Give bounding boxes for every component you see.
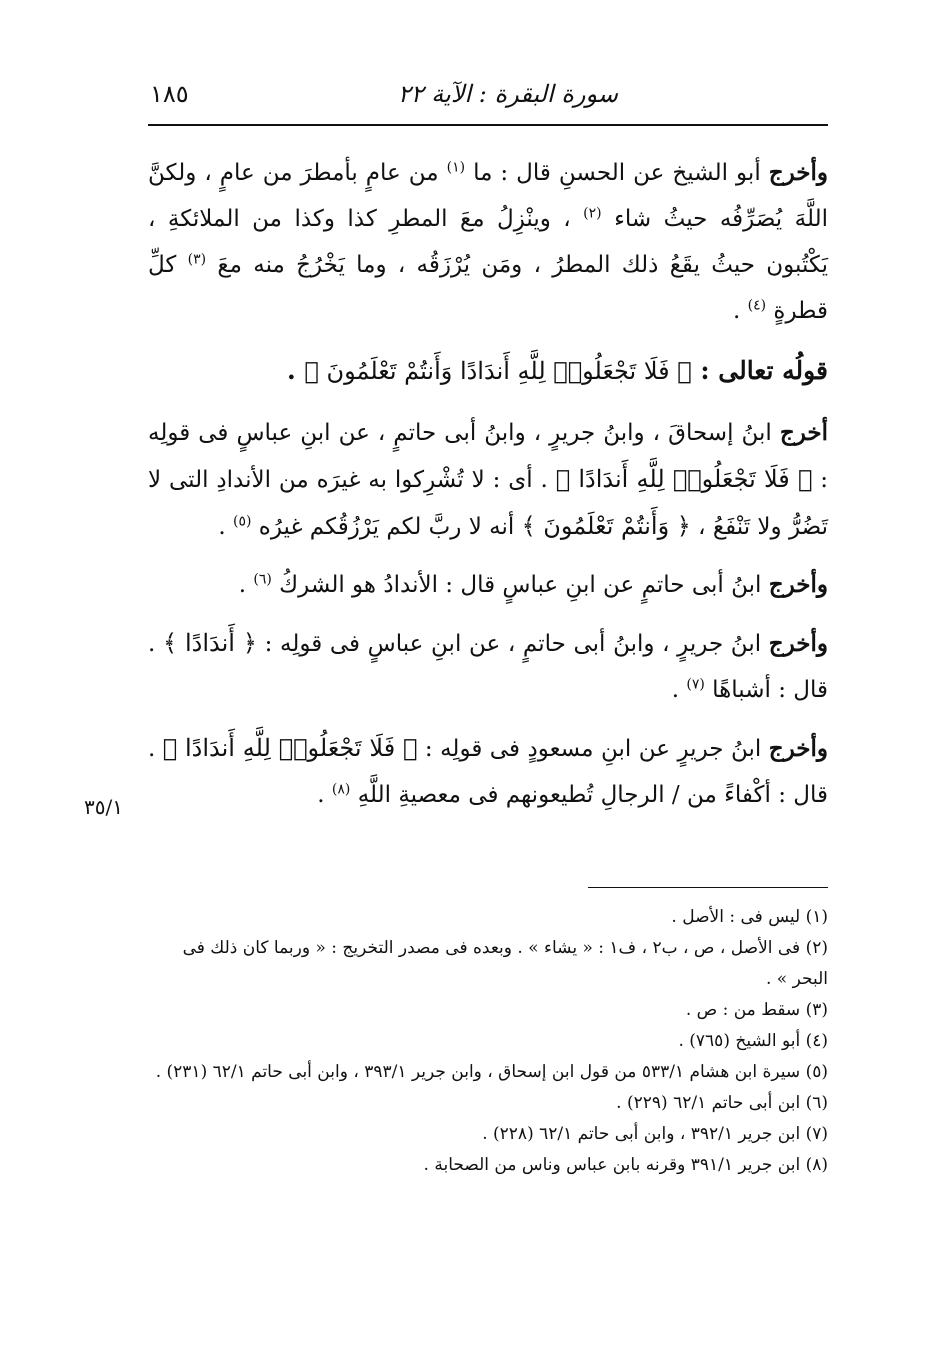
paragraph-text: .: [732, 298, 741, 324]
paragraph-2: [148, 410, 828, 550]
paragraph-text: .: [671, 677, 680, 703]
footnote-separator: [588, 887, 828, 888]
footnote: (٤) أبو الشيخ (٧٦٥) .: [678, 1031, 828, 1051]
footnote-marker: (٣): [187, 251, 207, 268]
quran-verse: ﴿ فَلَا تَجْعَلُوا۟ لِلَّهِ أَندَادًا ﴾: [555, 465, 813, 493]
paragraph-3: [148, 562, 828, 608]
paragraph-lead: أخرج: [779, 419, 829, 446]
margin-reference: ٣٥/١: [84, 795, 123, 819]
paragraph-text: من عامٍ بأمطرَ من عامٍ ، ولكنَّ اللَّهَ يُصَرِّفُه حيثُ شاء: [148, 160, 828, 232]
paragraph-text: ابنُ جريرٍ عن ابنِ مسعودٍ فى قولِه :: [424, 736, 762, 762]
paragraph-lead: وأخرج: [768, 571, 828, 598]
footnote-marker: (١): [446, 159, 466, 176]
paragraph-1: [148, 150, 828, 334]
paragraph-5: [148, 725, 828, 818]
heading-lead: قولُه تعالى :: [700, 356, 828, 385]
footnote: (٦) ابن أبى حاتم ٦٢/١ (٢٢٩) .: [616, 1093, 828, 1113]
paragraph-text: ابنُ جريرٍ ، وابنُ أبى حاتمٍ ، عن ابنِ عباسٍ فى قولِه :: [264, 631, 762, 657]
footnote: (٧) ابن جرير ٣٩٢/١ ، وابن أبى حاتم ٦٢/١ (٢٢٨) .: [482, 1124, 828, 1144]
paragraph-text: ابنُ أبى حاتمٍ عن ابنِ عباسٍ قال : الأندادُ هو الشركُ: [279, 572, 762, 598]
paragraph-lead: وأخرج: [768, 159, 828, 186]
paragraph-text: .: [238, 572, 247, 598]
quran-verse: ﴿ فَلَا تَجْعَلُوا۟ لِلَّهِ أَندَادًا ﴾: [162, 734, 418, 762]
footnote-marker: (٥): [233, 513, 252, 530]
footnote-marker: (٧): [686, 676, 705, 693]
paragraph-lead: وأخرج: [768, 630, 829, 657]
footnotes: [148, 902, 828, 1181]
paragraph-text: ابنُ إسحاقَ ، وابنُ جريرٍ ، وابنُ أبى حاتمٍ ، عن ابنِ عباسٍ فى قولِه :: [148, 420, 829, 493]
paragraph-text: . قال : أشباهًا: [148, 631, 828, 703]
heading-end: .: [286, 356, 296, 385]
paragraph-text: . أى : لا تُشْرِكوا به غيرَه من الأندادِ التى لا تَضُرُّ ولا تَنْفَعُ ،: [148, 467, 828, 540]
page-header: [148, 78, 828, 118]
footnote-marker: (٨): [331, 781, 351, 798]
quran-verse: ﴿ وَأَنتُمْ تَعْلَمُونَ ﴾: [521, 512, 691, 540]
paragraph-text: . قال : أكْفاءً من / الرجالِ تُطيعونهم فى معصيةِ اللَّهِ: [148, 736, 828, 808]
footnote-marker: (٦): [253, 571, 272, 588]
footnote: (٨) ابن جرير ٣٩١/١ وقرنه بابن عباس وناس من الصحابة .: [423, 1155, 828, 1175]
running-title: سورة البقرة : الآية ٢٢: [397, 80, 618, 108]
footnote: (٢) فى الأصل ، ص ، ب٢ ، ف١ : « يشاء » . وبعده فى مصدر التخريج : « وربما كان ذلك فى البحر » .: [182, 938, 828, 989]
quran-verse: ﴿ أَندَادًا ﴾: [162, 629, 257, 657]
footnote-marker: (٢): [583, 205, 602, 222]
header-rule: [148, 124, 828, 126]
paragraph-text: كلِّ قطرةٍ: [148, 252, 828, 324]
footnote-marker: (٤): [747, 297, 767, 314]
footnote: (٥) سيرة ابن هشام ٥٣٣/١ من قول ابن إسحاق ، وابن جرير ٣٩٣/١ ، وابن أبى حاتم ٦٢/١ (٢٣١) .: [155, 1062, 828, 1082]
page-number: ١٨٥: [150, 80, 189, 108]
quran-verse: ﴿ فَلَا تَجْعَلُوا۟ لِلَّهِ أَندَادًا وَأَنتُمْ تَعْلَمُونَ ﴾: [304, 357, 692, 385]
verse-heading: [148, 348, 828, 394]
paragraph-text: .: [317, 782, 325, 808]
footnote: (١) ليس فى : الأصل .: [671, 907, 828, 927]
paragraph-text: أبو الشيخ عن الحسنِ قال : ما: [473, 160, 761, 186]
paragraph-text: ، وينْزِلُ معَ المطرِ كذا وكذا من الملائكةِ ، يَكْتُبون حيثُ يقَعُ ذلك المطرُ ، ومَن يُرْزَقُه ، وما يَخْرُجُ منه معَ: [148, 206, 829, 278]
paragraph-lead: وأخرج: [768, 735, 829, 762]
main-text: [148, 150, 828, 830]
footnote: (٣) سقط من : ص .: [685, 1000, 828, 1020]
paragraph-text: أنه لا ربَّ لكم يَرْزُقُكم غيرُه: [258, 514, 515, 540]
paragraph-text: .: [218, 514, 226, 540]
paragraph-4: [148, 620, 828, 713]
